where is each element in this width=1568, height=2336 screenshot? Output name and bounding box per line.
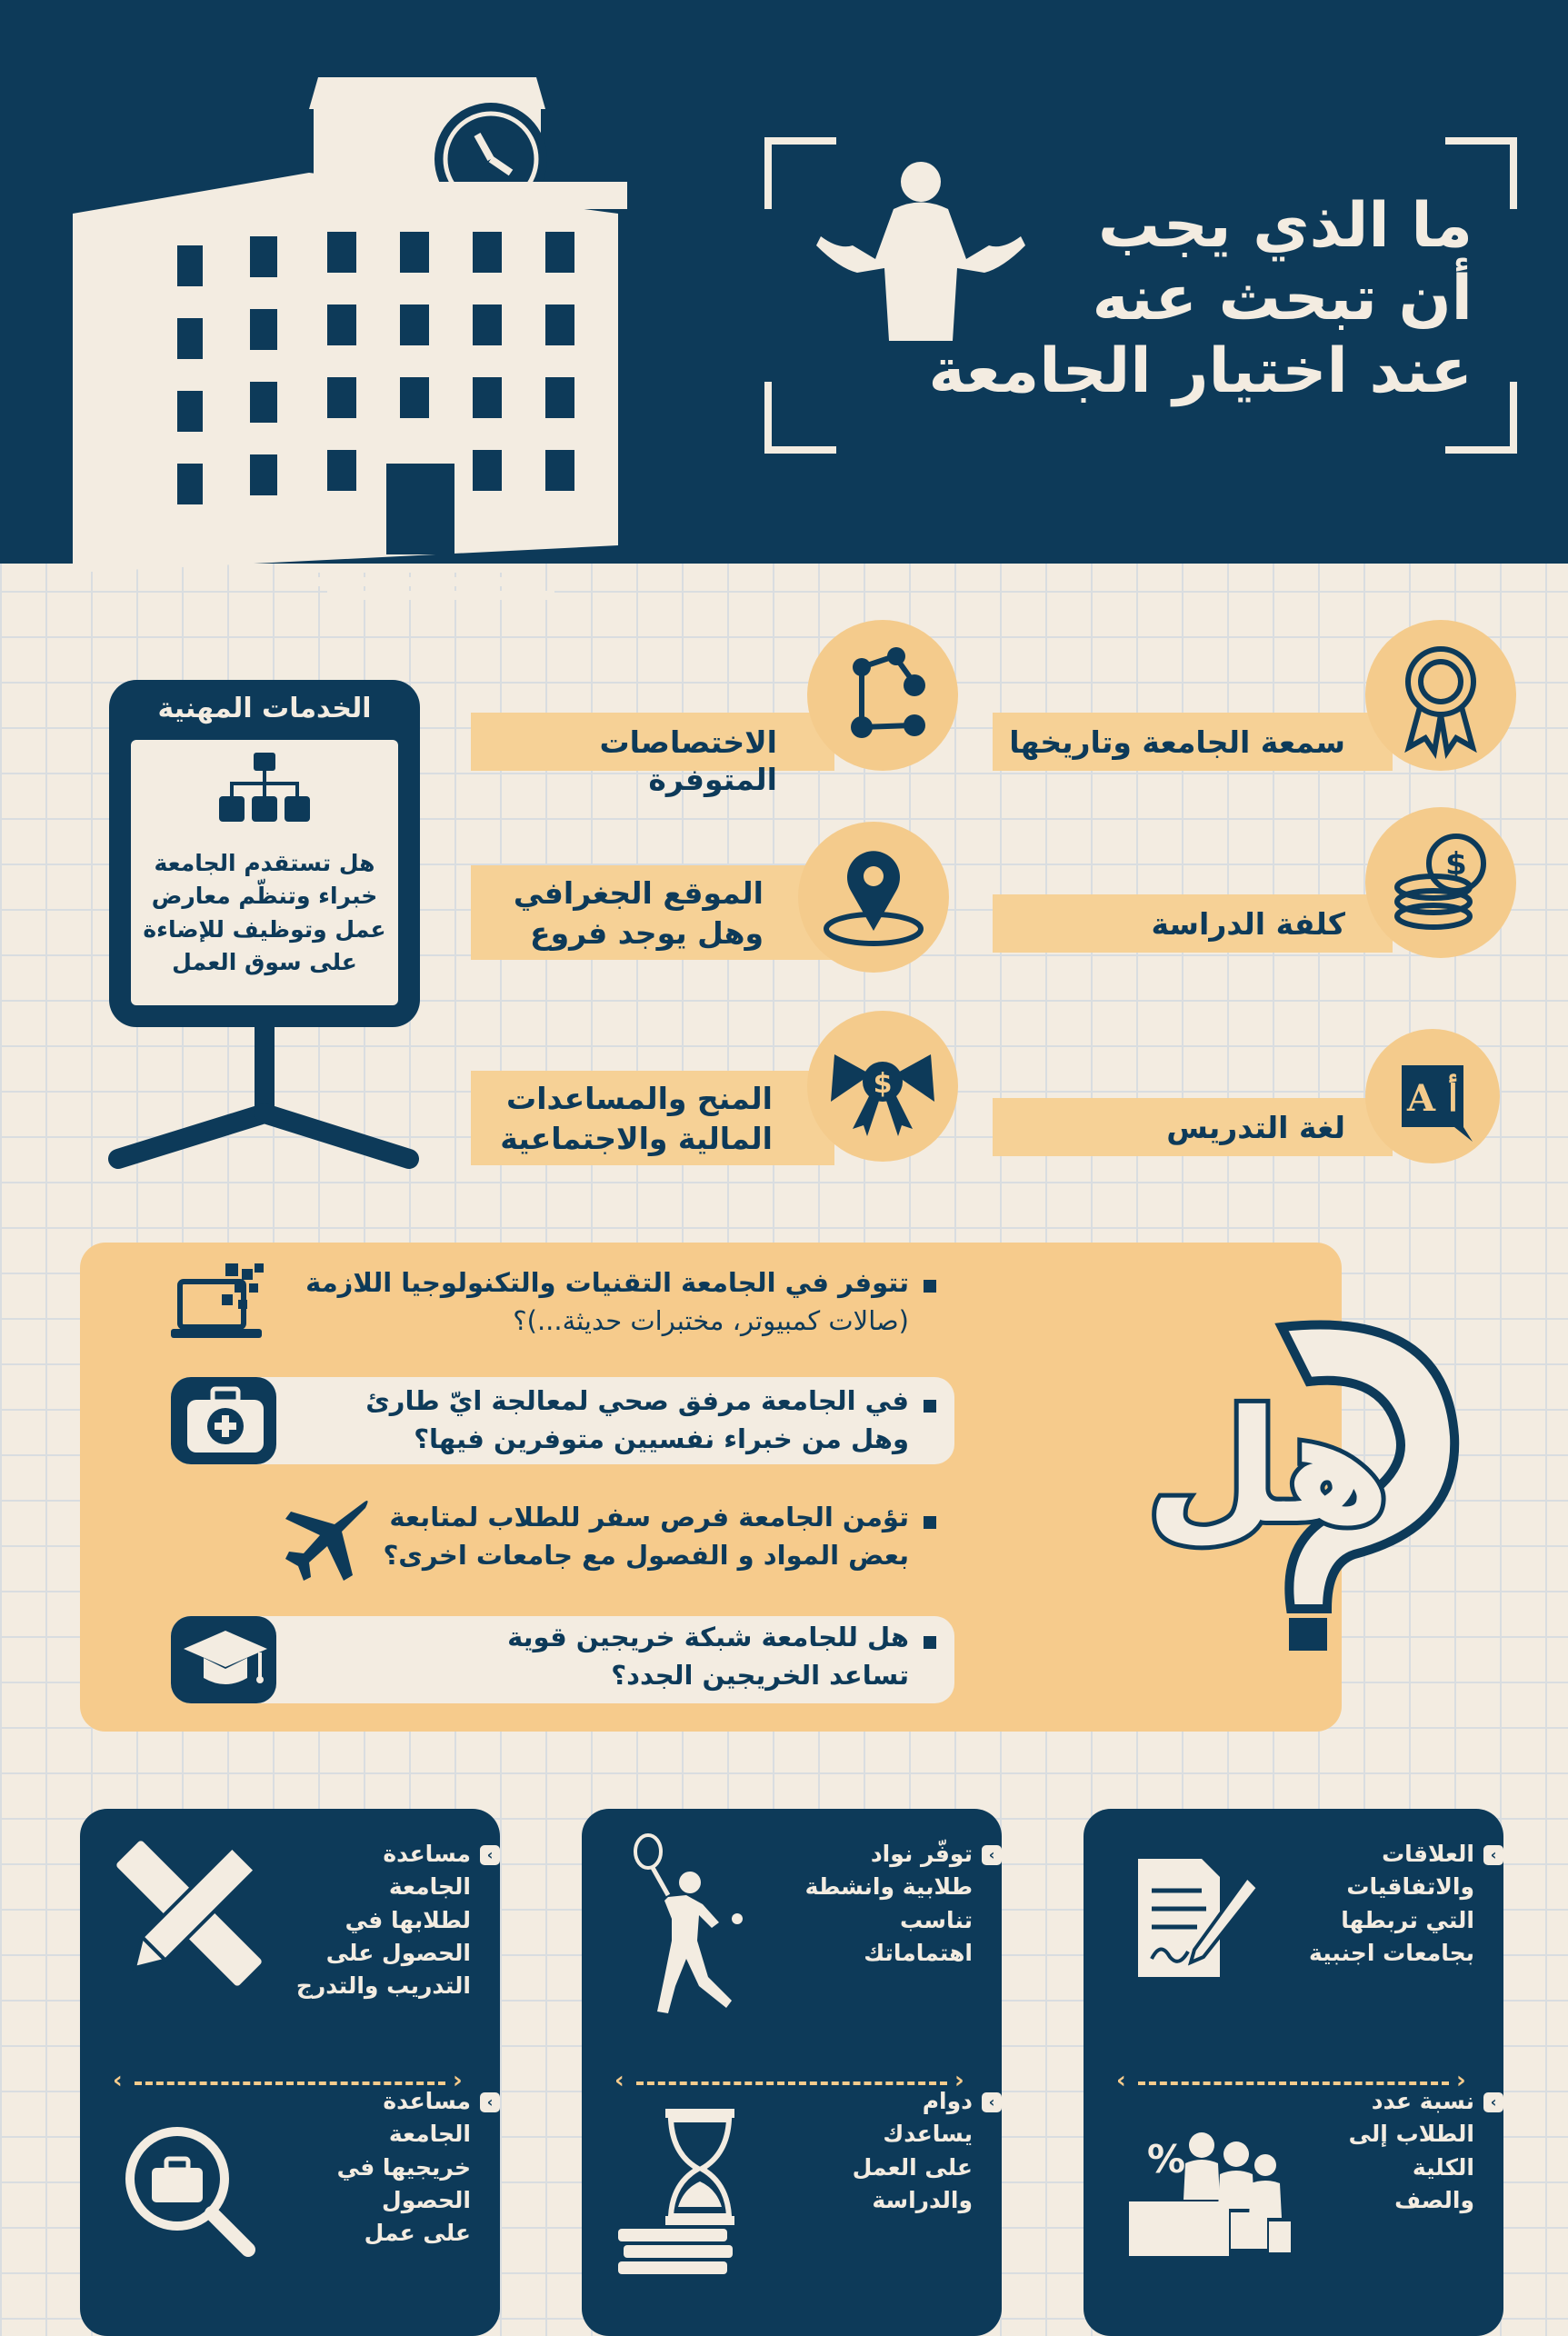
card-3-bottom-line-4: الحصول bbox=[382, 2186, 471, 2213]
question-1-text bbox=[273, 1263, 909, 1340]
card-3-bottom-line-1: مساعدة bbox=[383, 2088, 471, 2114]
page-title-line-1: ما الذي يجب bbox=[1098, 190, 1473, 262]
first-aid-kit-icon bbox=[182, 1383, 269, 1458]
question-4-text bbox=[327, 1618, 909, 1694]
network-nodes-icon bbox=[807, 620, 958, 771]
svg-text:A أ: A أ bbox=[1406, 1077, 1459, 1120]
classroom-percent-icon bbox=[1129, 2118, 1293, 2263]
org-chart-icon bbox=[219, 753, 310, 831]
factor-label-specializations: الاختصاصات المتوفرة bbox=[599, 724, 777, 798]
location-pin-icon bbox=[798, 822, 949, 973]
question-2-text bbox=[291, 1382, 909, 1458]
board-stand bbox=[100, 1023, 427, 1168]
career-services-text-line-4: على سوق العمل bbox=[172, 948, 357, 975]
factor-circle-scholarships bbox=[807, 1011, 958, 1162]
factor-label-reputation: سمعة الجامعة وتاريخها bbox=[1009, 724, 1345, 760]
card-2-bottom-line-2: يساعدك bbox=[883, 2121, 973, 2148]
question-3-text bbox=[327, 1498, 909, 1574]
card-1-bottom-arrow-icon: ‹ bbox=[1483, 2092, 1503, 2112]
card-1-bottom-line-4: والصف bbox=[1394, 2186, 1474, 2213]
factor-circle-language bbox=[1365, 1029, 1500, 1163]
award-ribbon-icon bbox=[1365, 620, 1516, 771]
svg-text:$: $ bbox=[1445, 846, 1467, 883]
card-3-bottom-arrow-icon: ‹ bbox=[480, 2092, 500, 2112]
header-banner bbox=[0, 0, 1568, 564]
factor-label-language: لغة التدريس bbox=[1166, 1110, 1345, 1145]
question-1-line-2: (صالات كمبيوتر، مختبرات حديثة...)؟ bbox=[513, 1305, 909, 1337]
bow-dollar-icon bbox=[807, 1011, 958, 1162]
card-2-top-line-1: توفّر نواد bbox=[870, 1841, 973, 1867]
question-2-line-1: في الجامعة مرفق صحي لمعالجة ايّ طارئ bbox=[365, 1385, 909, 1416]
factor-label-scholarships-line-2: المالية والاجتماعية bbox=[500, 1121, 773, 1156]
question-1-line-1: تتوفر في الجامعة التقنيات والتكنولوجيا اللازمة bbox=[305, 1267, 909, 1298]
question-4-line-2: تساعد الخريجين الجدد؟ bbox=[611, 1660, 909, 1692]
card-1-top-line-3: التي تربطها bbox=[1341, 1906, 1474, 1933]
info-card-1: ‹ العلاقات والاتفاقيات التي تربطها بجامعات اجنبية ‹ › ‹ نسبة عدد الطلاب إلى الكلية والصف % bbox=[1084, 1809, 1503, 2336]
question-3-line-1: تؤمن الجامعة فرص سفر للطلاب لمتابعة bbox=[389, 1502, 909, 1532]
card-3-top-line-2: الجامعة bbox=[388, 1873, 471, 1901]
info-card-3: ‹ مساعدة الجامعة لطلابها في الحصول على التدريب والتدرج ‹ › ‹ مساعدة الجامعة خريجيها في الحصول على عمل bbox=[80, 1809, 500, 2336]
pencil-ruler-icon bbox=[116, 1836, 262, 1991]
factor-label-location-line-2: وهل يوجد فروع bbox=[530, 915, 764, 951]
card-2-bottom-arrow-icon: ‹ bbox=[982, 2092, 1002, 2112]
question-2-line-2: وهل من خبراء نفسيين متوفرين فيها؟ bbox=[414, 1423, 909, 1455]
svg-text:%: % bbox=[1147, 2137, 1186, 2181]
question-bullet-3 bbox=[924, 1516, 936, 1529]
university-building-icon bbox=[73, 55, 709, 600]
career-services-text-line-1: هل تستقدم الجامعة bbox=[154, 850, 375, 876]
card-3-bottom-line-5: على عمل bbox=[364, 2220, 471, 2246]
card-1-top-line-1: العلاقات bbox=[1382, 1841, 1474, 1867]
card-2-top-line-3: تناسب bbox=[899, 1906, 973, 1933]
card-2-bottom-line-4: والدراسة bbox=[872, 2186, 973, 2213]
coins-icon bbox=[1365, 807, 1516, 958]
question-3-line-2: بعض المواد و الفصول مع جامعات اخرى؟ bbox=[383, 1540, 909, 1572]
question-bullet-1 bbox=[924, 1280, 936, 1293]
career-services-text-line-2: خبراء وتنظّم معارض bbox=[151, 883, 378, 910]
card-1-bottom-line-2: الطلاب إلى bbox=[1348, 2121, 1474, 2148]
card-1-top-line-4: بجامعات اجنبية bbox=[1309, 1939, 1474, 1966]
page-title-line-3: عند اختيار الجامعة bbox=[928, 335, 1473, 407]
factor-label-scholarships-line-1: المنح والمساعدات bbox=[506, 1081, 773, 1116]
question-word: هل bbox=[1145, 1378, 1391, 1558]
card-3-bottom-line-2: الجامعة bbox=[388, 2121, 471, 2148]
briefcase-search-icon bbox=[121, 2122, 257, 2259]
card-2-top-line-2: طلابية وانشطة bbox=[804, 1873, 973, 1901]
career-services-board bbox=[109, 680, 420, 1027]
card-3-bottom-line-3: خريجيها في bbox=[336, 2153, 471, 2181]
factor-label-cost: كلفة الدراسة bbox=[1151, 906, 1345, 942]
tennis-player-icon bbox=[632, 1832, 750, 2022]
card-1-bottom-line-1: نسبة عدد bbox=[1371, 2088, 1474, 2114]
question-4-line-1: هل للجامعة شبكة خريجين قوية bbox=[507, 1622, 909, 1652]
contract-pen-icon bbox=[1129, 1850, 1265, 1986]
factor-circle-cost bbox=[1365, 807, 1516, 958]
graduation-cap-icon bbox=[182, 1625, 269, 1698]
card-3-top-line-3: لطلابها في bbox=[345, 1906, 471, 1933]
svg-text:$: $ bbox=[873, 1068, 893, 1100]
card-3-top-line-5: التدريب والتدرج bbox=[295, 1972, 471, 1999]
career-services-panel bbox=[131, 740, 398, 1005]
factor-circle-reputation bbox=[1365, 620, 1516, 771]
laptop-icon bbox=[171, 1263, 280, 1354]
card-3-top-arrow-icon: ‹ bbox=[480, 1845, 500, 1865]
page-title-line-2: أن تبحث عنه bbox=[1092, 263, 1473, 334]
question-bullet-2 bbox=[924, 1400, 936, 1413]
card-2-bottom-line-3: على العمل bbox=[852, 2153, 973, 2181]
card-1-top-arrow-icon: ‹ bbox=[1483, 1845, 1503, 1865]
factor-label-location-line-1: الموقع الجغرافي bbox=[513, 875, 764, 911]
card-1-bottom-line-3: الكلية bbox=[1412, 2153, 1474, 2181]
career-services-text-line-3: عمل وتوظيف للإضاءة bbox=[143, 915, 386, 943]
language-icon bbox=[1365, 1029, 1500, 1163]
factor-circle-location bbox=[798, 822, 949, 973]
hourglass-books-icon bbox=[618, 2109, 754, 2281]
card-3-top-line-1: مساعدة bbox=[383, 1841, 471, 1867]
card-2-top-arrow-icon: ‹ bbox=[982, 1845, 1002, 1865]
card-2-top-line-4: اهتماماتك bbox=[864, 1939, 973, 1966]
career-services-title: الخدمات المهنية bbox=[157, 693, 372, 724]
question-bullet-4 bbox=[924, 1636, 936, 1649]
card-1-top-line-2: والاتفاقيات bbox=[1346, 1873, 1474, 1901]
factor-circle-specializations bbox=[807, 620, 958, 771]
card-2-bottom-line-1: دوام bbox=[922, 2088, 973, 2114]
card-3-top-line-4: الحصول على bbox=[325, 1939, 471, 1966]
info-card-2: ‹ توفّر نواد طلابية وانشطة تناسب اهتماماتك ‹ › ‹ دوام يساعدك على العمل والدراسة bbox=[582, 1809, 1002, 2336]
